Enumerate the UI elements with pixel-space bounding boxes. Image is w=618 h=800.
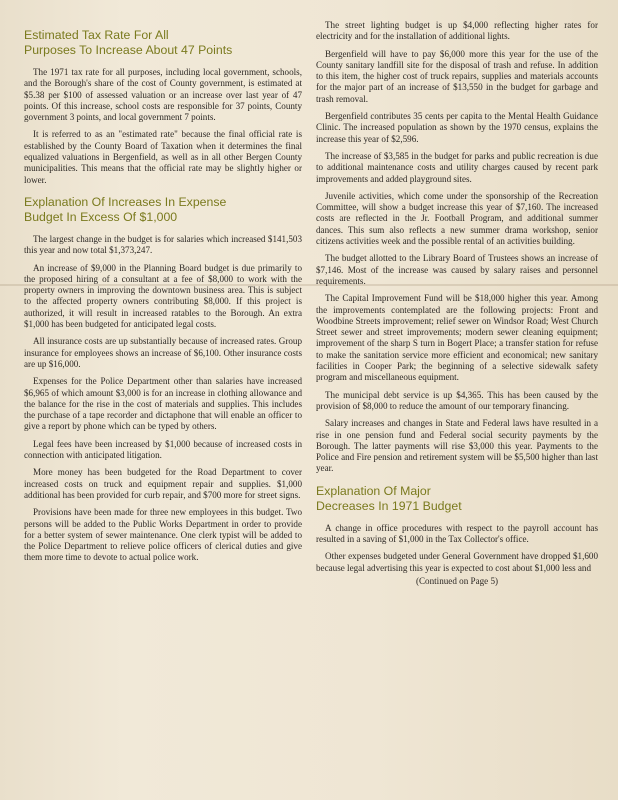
- paragraph: Bergenfield contributes 35 cents per capita to the Mental Health Guidance Clinic. The increased population as shown by the 1970 census, explains the increase this year of $2,596.: [316, 111, 598, 144]
- paragraph: The largest change in the budget is for salaries which increased $141,503 this year and now total $1,373,247.: [24, 233, 302, 256]
- paragraph: Other expenses budgeted under General Government have dropped $1,600 because legal advertising this year is expected to cost about $1,000 less and: [316, 551, 598, 573]
- paragraph: It is referred to as an "estimated rate" because the final official rate is established by the County Board of Taxation when it determines the final equalized valuations in Bergenfield, as well as in all other Bergen County municipalities. This means that the official rate may be slightly higher or lower.: [24, 129, 302, 185]
- right-column: [316, 20, 598, 587]
- decreases-heading: [316, 484, 598, 514]
- continued-note: (Continued on Page 5): [415, 575, 499, 586]
- paragraph: Salary increases and changes in State and Federal laws have resulted in a rise in one pension fund and Federal social security payments by the Borough. The latter payments will rise $3,000 this year. Payments to the Police and Fire pension and retirement system will be $5,500 higher than last year.: [316, 418, 598, 474]
- paragraph: Bergenfield will have to pay $6,000 more this year for the use of the County sanitary landfill site for the disposal of trash and refuse. In addition to this item, the higher cost of truck repairs, supplies and materials accounts for the major part of an increase of $13,550 in the budget for garbage and trash removal.: [316, 48, 598, 104]
- increases-heading: [24, 195, 302, 225]
- paragraph: An increase of $9,000 in the Planning Board budget is due primarily to the proposed hiring of a consultant at a fee of $8,000 to work with the property owners in improving the downtown business area. This is subject to the affected property owners contributing $8,000. If this project is authorized, it will result in increased ratables to the Borough. An extra $1,000 has been budgeted for anticipated legal costs.: [24, 262, 302, 330]
- paragraph: All insurance costs are up substantially because of increased rates. Group insurance for employees shows an increase of $6,100. Other insurance costs are up $16,000.: [24, 336, 302, 369]
- heading-line: Explanation Of Major: [316, 483, 431, 498]
- tax-rate-heading: [24, 28, 302, 58]
- paragraph: A change in office procedures with respect to the payroll account has resulted in a saving of $1,000 in the Tax Collector's office.: [316, 522, 598, 544]
- paragraph: The Capital Improvement Fund will be $18,000 higher this year. Among the improvements contemplated are the following projects: Front and Woodbine Streets improvement; relief sewer on Windsor Road; West Church Street sewer and street improvements; modern sewer cleaning equipment; improvement of the sharp S turn in Bogert Place; a transfer station for refuse to make the sanitation service more efficient and economical; new sanitary facilities in Cooper Park; the beginning of a selective sidewalk safety program and miscellaneous equipment.: [316, 293, 598, 383]
- heading-line: Decreases In 1971 Budget: [316, 498, 462, 513]
- left-column: [24, 28, 302, 564]
- heading-line: Budget In Excess Of $1,000: [24, 209, 178, 224]
- heading-line: Estimated Tax Rate For All: [24, 28, 169, 42]
- heading-line: Explanation Of Increases In Expense: [24, 194, 227, 209]
- paragraph: The increase of $3,585 in the budget for parks and public recreation is due to additional maintenance costs and utility charges caused by recent park improvements and added playground sites.: [316, 150, 598, 184]
- paragraph: The street lighting budget is up $4,000 reflecting higher rates for electricity and for the installation of additional lights.: [316, 20, 598, 42]
- paragraph: The budget allotted to the Library Board of Trustees shows an increase of $7,146. Most of the increase was caused by salary raises and personnel requirements.: [316, 253, 598, 286]
- heading-line: Purposes To Increase About 47 Points: [24, 43, 233, 57]
- paragraph: Legal fees have been increased by $1,000 because of increased costs in connection with anticipated litigation.: [24, 438, 302, 461]
- paragraph: The municipal debt service is up $4,365. This has been caused by the provision of $8,000 to reduce the amount of our temporary financing.: [316, 389, 598, 411]
- paragraph: Juvenile activities, which come under the sponsorship of the Recreation Committee, will show a budget increase this year of $7,160. The increased costs are reflected in the Jr. Football Program, and additional summer dances. This sum also reflects a new summer drama workshop, senior citizens activities week and the possible rental of an activities building.: [316, 190, 598, 247]
- paragraph: Provisions have been made for three new employees in this budget. Two persons will be added to the Public Works Department in order to provide for a better system of sewer maintenance. One clerk typist will be added to the Police Department to relieve police officers of clerical duties and give them more time to devote to actual police work.: [24, 507, 302, 563]
- paragraph: Expenses for the Police Department other than salaries have increased $6,965 of which amount $3,000 is for an increase in clothing allowance and the balance for the rise in the cost of materials and supplies. This includes the purchase of a tape recorder and dictaphone that will enable an officer to give a report by phone which can be typed by others.: [24, 376, 302, 432]
- paragraph: More money has been budgeted for the Road Department to cover increased costs on truck and equipment repair and supplies. $1,000 additional has been provided for curb repair, and $700 more for street signs.: [24, 467, 302, 500]
- paragraph: The 1971 tax rate for all purposes, including local government, schools, and the Borough's share of the cost of County government, is estimated at $5.38 per $100 of assessed valuation or an increase over last year of 47 points. Of this increase, school costs are responsible for 37 points, County government 3 points, and local government 7 points.: [24, 67, 302, 123]
